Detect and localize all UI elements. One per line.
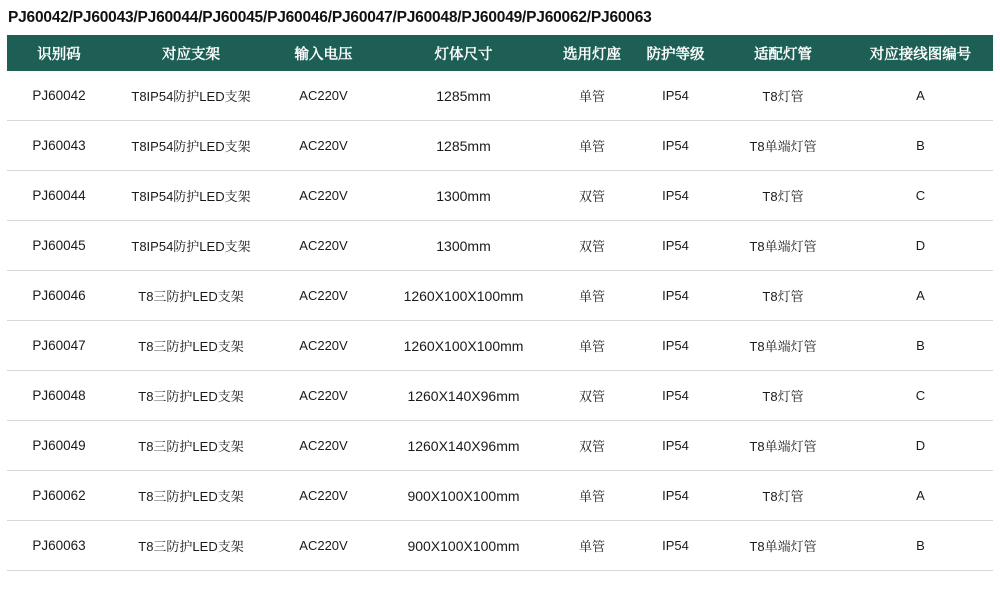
cell-ip-rating: IP54: [662, 188, 689, 203]
cell-tube: T8灯管: [762, 189, 804, 204]
column-header-holder: 选用灯座: [563, 46, 621, 63]
cell-code: PJ60042: [32, 88, 86, 103]
cell-ip-rating: IP54: [662, 88, 689, 103]
cell-voltage: AC220V: [299, 238, 348, 253]
cell-bracket: T8三防护LED支架: [138, 389, 244, 404]
column-header-bracket: 对应支架: [162, 46, 220, 63]
cell-wiring-diagram: B: [916, 538, 925, 553]
cell-ip-rating: IP54: [662, 338, 689, 353]
cell-code: PJ60044: [32, 188, 86, 203]
cell-size: 900X100X100mm: [407, 487, 520, 504]
cell-size: 1300mm: [436, 187, 491, 204]
cell-bracket: T8IP54防护LED支架: [131, 189, 251, 204]
cell-wiring-diagram: A: [916, 288, 925, 303]
table-row: [7, 121, 993, 171]
table-row: [7, 171, 993, 221]
table-row: [7, 521, 993, 571]
column-header-size: 灯体尺寸: [434, 46, 493, 63]
cell-ip-rating: IP54: [662, 538, 689, 553]
cell-code: PJ60045: [32, 238, 86, 253]
cell-tube: T8单端灯管: [749, 339, 817, 354]
cell-bracket: T8三防护LED支架: [138, 439, 244, 454]
column-header-voltage: 输入电压: [294, 46, 353, 63]
cell-tube: T8单端灯管: [749, 139, 817, 154]
cell-tube: T8灯管: [762, 489, 804, 504]
cell-code: PJ60043: [32, 138, 86, 153]
cell-ip-rating: IP54: [662, 438, 689, 453]
cell-voltage: AC220V: [299, 138, 348, 153]
table-row: [7, 471, 993, 521]
cell-tube: T8单端灯管: [749, 439, 817, 454]
cell-wiring-diagram: D: [915, 438, 926, 453]
table-row: [7, 371, 993, 421]
cell-holder: 单管: [578, 89, 605, 104]
cell-wiring-diagram: B: [916, 138, 925, 153]
cell-holder: 单管: [578, 489, 605, 504]
cell-holder: 双管: [578, 439, 605, 454]
cell-voltage: AC220V: [299, 188, 348, 203]
column-header-tube: 适配灯管: [754, 46, 812, 63]
cell-code: PJ60046: [32, 288, 86, 303]
column-header-ip-rating: 防护等级: [646, 46, 705, 63]
cell-ip-rating: IP54: [662, 488, 689, 503]
cell-size: 900X100X100mm: [407, 537, 520, 554]
table-row: [7, 271, 993, 321]
cell-bracket: T8三防护LED支架: [138, 489, 244, 504]
cell-code: PJ60063: [32, 538, 86, 553]
cell-wiring-diagram: D: [915, 238, 926, 253]
product-spec-table: [7, 35, 993, 571]
table-header: [7, 35, 993, 71]
cell-holder: 单管: [578, 289, 605, 304]
cell-wiring-diagram: A: [916, 88, 925, 103]
cell-tube: T8灯管: [762, 289, 804, 304]
cell-wiring-diagram: A: [916, 488, 925, 503]
cell-bracket: T8三防护LED支架: [138, 339, 244, 354]
column-header-code: 识别码: [37, 46, 81, 63]
column-header-wiring-diagram: 对应接线图编号: [869, 46, 972, 63]
cell-bracket: T8IP54防护LED支架: [131, 89, 251, 104]
table-row: [7, 71, 993, 121]
cell-voltage: AC220V: [299, 438, 348, 453]
table-header-row: [7, 35, 993, 71]
table-row: [7, 221, 993, 271]
cell-tube: T8灯管: [762, 89, 804, 104]
cell-size: 1300mm: [436, 237, 491, 254]
cell-size: 1285mm: [436, 137, 491, 154]
cell-voltage: AC220V: [299, 488, 348, 503]
cell-wiring-diagram: B: [916, 338, 925, 353]
cell-bracket: T8IP54防护LED支架: [131, 239, 251, 254]
cell-size: 1260X140X96mm: [407, 437, 520, 454]
cell-wiring-diagram: C: [915, 388, 926, 403]
table-body: [7, 71, 993, 571]
cell-holder: 双管: [578, 389, 605, 404]
cell-tube: T8单端灯管: [749, 239, 817, 254]
cell-ip-rating: IP54: [662, 138, 689, 153]
cell-code: PJ60047: [32, 338, 86, 353]
cell-holder: 双管: [578, 189, 605, 204]
cell-bracket: T8三防护LED支架: [138, 539, 244, 554]
cell-ip-rating: IP54: [662, 238, 689, 253]
table-row: [7, 321, 993, 371]
cell-code: PJ60048: [32, 388, 86, 403]
cell-voltage: AC220V: [299, 88, 348, 103]
cell-tube: T8灯管: [762, 389, 804, 404]
cell-size: 1285mm: [436, 87, 491, 104]
cell-bracket: T8IP54防护LED支架: [131, 139, 251, 154]
cell-holder: 双管: [578, 239, 605, 254]
cell-holder: 单管: [578, 339, 605, 354]
cell-holder: 单管: [578, 139, 605, 154]
cell-tube: T8单端灯管: [749, 539, 817, 554]
cell-holder: 单管: [578, 539, 605, 554]
cell-voltage: AC220V: [299, 388, 348, 403]
cell-code: PJ60062: [32, 488, 86, 503]
table-row: [7, 421, 993, 471]
cell-code: PJ60049: [32, 438, 86, 453]
page-title: PJ60042/PJ60043/PJ60044/PJ60045/PJ60046/PJ60047/PJ60048/PJ60049/PJ60062/PJ60063: [8, 9, 652, 26]
cell-size: 1260X100X100mm: [403, 337, 524, 354]
cell-voltage: AC220V: [299, 338, 348, 353]
cell-ip-rating: IP54: [662, 388, 689, 403]
cell-ip-rating: IP54: [662, 288, 689, 303]
cell-size: 1260X100X100mm: [403, 287, 524, 304]
cell-voltage: AC220V: [299, 538, 348, 553]
cell-bracket: T8三防护LED支架: [138, 289, 244, 304]
cell-size: 1260X140X96mm: [407, 387, 520, 404]
cell-wiring-diagram: C: [915, 188, 926, 203]
cell-voltage: AC220V: [299, 288, 348, 303]
